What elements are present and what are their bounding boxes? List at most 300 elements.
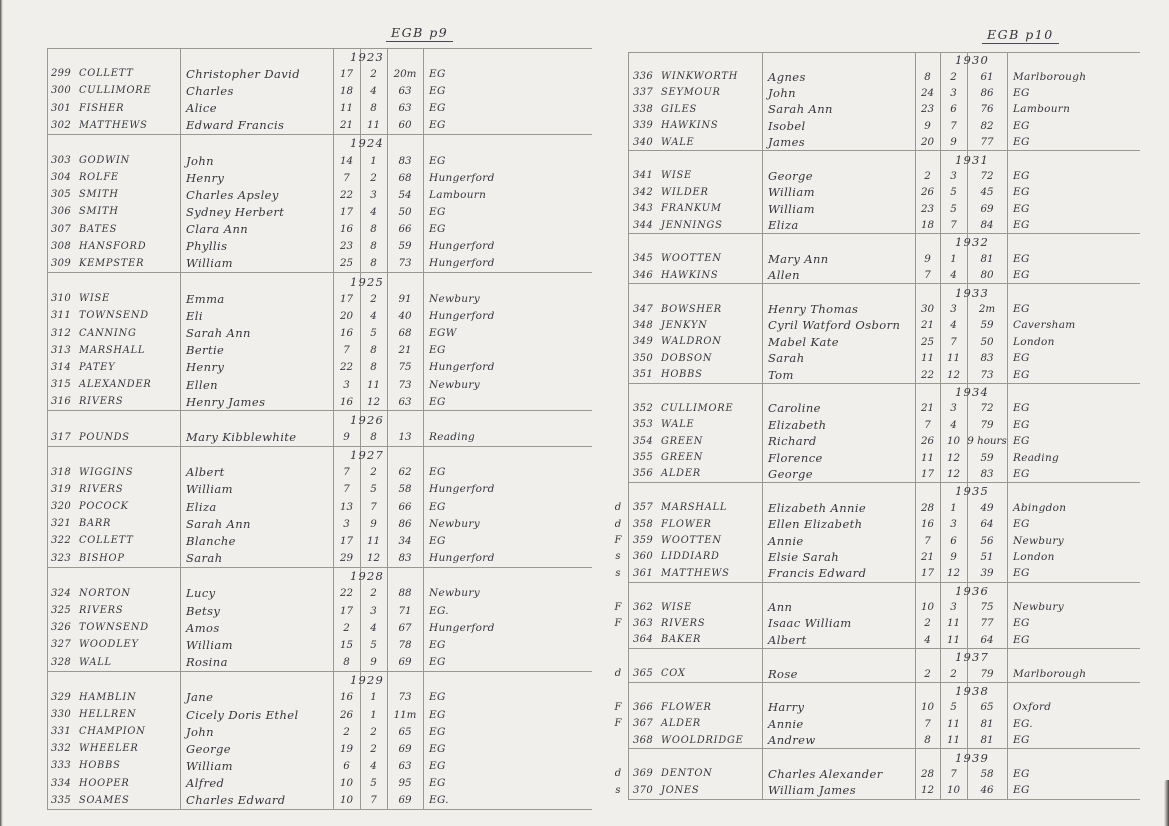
burial-day: 6 bbox=[343, 759, 350, 772]
year-header-row bbox=[47, 135, 592, 152]
age-at-death: 95 bbox=[398, 777, 412, 790]
burial-month: 3 bbox=[370, 604, 377, 617]
given-names: Eliza bbox=[768, 218, 799, 233]
burial-day: 20 bbox=[339, 309, 354, 322]
given-names: William James bbox=[768, 783, 857, 798]
surname: WALE bbox=[661, 136, 695, 148]
residence: Hungerford bbox=[429, 621, 495, 634]
register-row bbox=[47, 619, 592, 636]
entry-number: 320 bbox=[51, 501, 71, 513]
residence: Hungerford bbox=[429, 483, 495, 496]
given-names: James bbox=[768, 135, 806, 150]
register-row bbox=[47, 602, 592, 619]
surname: HOBBS bbox=[79, 760, 121, 772]
year-header-row bbox=[628, 649, 1140, 665]
surname: MARSHALL bbox=[79, 344, 146, 356]
given-names: Alice bbox=[186, 101, 217, 116]
burial-day: 7 bbox=[343, 466, 350, 479]
age-at-death: 9 hours bbox=[967, 435, 1007, 448]
entry-name-cell bbox=[51, 290, 179, 307]
surname: FRANKUM bbox=[661, 203, 722, 215]
age-at-death: 76 bbox=[980, 103, 994, 116]
entry-number: 333 bbox=[51, 760, 71, 772]
age-at-death: 59 bbox=[980, 451, 994, 464]
surname: BOWSHER bbox=[661, 303, 722, 315]
age-at-death: 62 bbox=[398, 466, 412, 479]
entry-name-cell bbox=[633, 716, 761, 732]
surname: SEYMOUR bbox=[661, 87, 721, 99]
entry-number: 326 bbox=[51, 622, 71, 634]
burial-month: 11 bbox=[366, 534, 381, 547]
residence: Newbury bbox=[1013, 601, 1064, 614]
margin-letter: F bbox=[614, 718, 622, 730]
register-row bbox=[628, 466, 1140, 482]
residence: London bbox=[1013, 335, 1055, 348]
surname: DOBSON bbox=[661, 352, 713, 364]
burial-month: 8 bbox=[370, 257, 377, 270]
residence: Hungerford bbox=[429, 309, 495, 322]
entry-number: 342 bbox=[633, 186, 653, 198]
age-at-death: 69 bbox=[398, 742, 412, 755]
year-group bbox=[47, 135, 592, 273]
register-row bbox=[614, 615, 1140, 631]
surname: WISE bbox=[661, 170, 693, 182]
residence: EG bbox=[429, 777, 446, 790]
surname: WISE bbox=[79, 293, 111, 305]
entry-number: 345 bbox=[633, 253, 653, 265]
surname: ALEXANDER bbox=[79, 379, 152, 391]
age-at-death: 81 bbox=[980, 734, 994, 747]
entry-number: 309 bbox=[51, 257, 71, 269]
given-names: Blanche bbox=[186, 533, 236, 548]
given-names: Andrew bbox=[768, 733, 816, 748]
surname: HOBBS bbox=[661, 369, 703, 381]
surname: LIDDIARD bbox=[661, 551, 720, 563]
surname: ROLFE bbox=[79, 172, 119, 184]
register-row bbox=[628, 433, 1140, 449]
residence: EG bbox=[429, 466, 446, 479]
entry-number: 300 bbox=[51, 85, 71, 97]
burial-day: 17 bbox=[339, 534, 354, 547]
right-page-table bbox=[614, 52, 1140, 800]
entry-number: 311 bbox=[51, 310, 71, 322]
year-header-row bbox=[628, 384, 1140, 400]
entry-name-cell bbox=[51, 602, 179, 619]
entry-name-cell bbox=[51, 653, 179, 670]
age-at-death: 83 bbox=[398, 154, 412, 167]
left-page-header: EGB p9 bbox=[386, 25, 453, 42]
surname: MATTHEWS bbox=[79, 119, 148, 131]
register-row bbox=[47, 481, 592, 498]
age-at-death: 13 bbox=[398, 431, 412, 444]
burial-month: 1 bbox=[950, 501, 957, 514]
burial-day: 8 bbox=[343, 656, 350, 669]
age-at-death: 40 bbox=[398, 309, 412, 322]
year-label: 1933 bbox=[955, 285, 990, 300]
residence: Lambourn bbox=[429, 188, 487, 201]
entry-name-cell bbox=[633, 118, 761, 134]
entry-number: 353 bbox=[633, 419, 653, 431]
residence: EG bbox=[1013, 402, 1030, 415]
burial-day: 23 bbox=[920, 103, 935, 116]
surname: SMITH bbox=[79, 206, 119, 218]
register-row bbox=[47, 238, 592, 255]
given-names: Isobel bbox=[768, 118, 806, 133]
given-names: Richard bbox=[768, 434, 817, 449]
burial-day: 19 bbox=[339, 742, 354, 755]
entry-name-cell bbox=[633, 85, 761, 101]
surname: WALL bbox=[79, 656, 112, 668]
register-row bbox=[47, 325, 592, 342]
burial-day: 10 bbox=[339, 777, 354, 790]
burial-month: 8 bbox=[370, 344, 377, 357]
burial-month: 2 bbox=[370, 725, 377, 738]
entry-number: 321 bbox=[51, 518, 71, 530]
age-at-death: 83 bbox=[980, 352, 994, 365]
register-row bbox=[628, 184, 1140, 200]
surname: POCOCK bbox=[79, 501, 129, 513]
burial-month: 3 bbox=[950, 303, 957, 316]
burial-month: 9 bbox=[370, 656, 377, 669]
burial-month: 2 bbox=[370, 67, 377, 80]
register-row bbox=[47, 82, 592, 99]
given-names: Caroline bbox=[768, 401, 821, 416]
burial-month: 2 bbox=[370, 466, 377, 479]
entry-name-cell bbox=[51, 255, 179, 272]
entry-number: 307 bbox=[51, 223, 71, 235]
given-names: Mabel Kate bbox=[768, 334, 840, 349]
burial-month: 11 bbox=[946, 617, 961, 630]
burial-month: 8 bbox=[370, 431, 377, 444]
residence: EG bbox=[429, 395, 446, 408]
burial-day: 25 bbox=[339, 257, 354, 270]
year-label: 1928 bbox=[350, 569, 385, 584]
left-page-table bbox=[47, 48, 592, 810]
residence: EG bbox=[1013, 617, 1030, 630]
burial-month: 5 bbox=[370, 777, 377, 790]
year-group bbox=[628, 284, 1140, 383]
entry-number: 363 bbox=[633, 617, 653, 629]
right-page-header: EGB p10 bbox=[982, 27, 1059, 44]
surname: HANSFORD bbox=[79, 240, 147, 252]
year-label: 1934 bbox=[955, 385, 990, 399]
margin-letter: d bbox=[614, 768, 622, 780]
burial-day: 16 bbox=[920, 518, 935, 531]
age-at-death: 67 bbox=[398, 621, 412, 634]
year-group bbox=[47, 447, 592, 568]
entry-name-cell bbox=[633, 201, 761, 217]
age-at-death: 69 bbox=[398, 656, 412, 669]
burial-month: 4 bbox=[950, 319, 957, 332]
entry-name-cell bbox=[633, 782, 761, 798]
entry-number: 359 bbox=[633, 535, 653, 547]
surname: GILES bbox=[661, 103, 698, 115]
age-at-death: 75 bbox=[980, 601, 994, 614]
margin-letter: s bbox=[615, 551, 621, 563]
residence: Reading bbox=[429, 431, 476, 444]
burial-day: 30 bbox=[920, 303, 935, 316]
burial-day: 2 bbox=[924, 617, 931, 630]
surname: WALDRON bbox=[661, 336, 722, 348]
entry-number: 325 bbox=[51, 605, 71, 617]
entry-number: 310 bbox=[51, 293, 71, 305]
surname: NORTON bbox=[79, 587, 131, 599]
given-names: Amos bbox=[186, 620, 220, 635]
residence: Marlborough bbox=[1013, 667, 1087, 680]
entry-name-cell bbox=[51, 82, 179, 99]
burial-day: 10 bbox=[920, 601, 935, 614]
burial-day: 11 bbox=[339, 102, 354, 115]
residence: EG bbox=[1013, 252, 1030, 265]
register-row bbox=[47, 689, 592, 706]
age-at-death: 21 bbox=[398, 344, 412, 357]
given-names: Albert bbox=[768, 632, 807, 647]
given-names: Agnes bbox=[768, 69, 806, 84]
scan-edge-shadow-bottom-right bbox=[1164, 780, 1169, 826]
entry-name-cell bbox=[633, 400, 761, 416]
entry-number: 346 bbox=[633, 269, 653, 281]
burial-day: 18 bbox=[920, 219, 935, 232]
age-at-death: 34 bbox=[398, 534, 412, 547]
burial-month: 4 bbox=[950, 418, 957, 431]
entry-name-cell bbox=[51, 775, 179, 792]
register-row bbox=[47, 706, 592, 723]
age-at-death: 81 bbox=[980, 717, 994, 730]
entry-number: 331 bbox=[51, 726, 71, 738]
surname: RIVERS bbox=[79, 483, 124, 495]
entry-name-cell bbox=[633, 134, 761, 150]
burial-day: 23 bbox=[920, 202, 935, 215]
surname: WOOTTEN bbox=[661, 253, 722, 265]
register-row bbox=[47, 723, 592, 740]
burial-month: 7 bbox=[950, 219, 957, 232]
entry-name-cell bbox=[633, 665, 761, 681]
residence: EG bbox=[429, 223, 446, 236]
surname: ALDER bbox=[661, 468, 701, 480]
given-names: Mary Kibblewhite bbox=[186, 430, 297, 445]
register-row bbox=[615, 782, 1140, 798]
entry-number: 315 bbox=[51, 379, 71, 391]
burial-month: 11 bbox=[946, 734, 961, 747]
year-header-row bbox=[628, 234, 1140, 250]
given-names: Charles Apsley bbox=[186, 187, 279, 202]
burial-day: 17 bbox=[339, 67, 354, 80]
burial-month: 7 bbox=[950, 767, 957, 780]
residence: EG bbox=[429, 84, 446, 97]
burial-month: 11 bbox=[946, 352, 961, 365]
entry-name-cell bbox=[51, 792, 179, 809]
surname: ALDER bbox=[661, 718, 701, 730]
given-names: Annie bbox=[768, 716, 804, 731]
entry-number: 344 bbox=[633, 219, 653, 231]
register-row bbox=[47, 99, 592, 116]
entry-number: 369 bbox=[633, 768, 653, 780]
entry-number: 364 bbox=[633, 634, 653, 646]
surname: KEMPSTER bbox=[79, 257, 145, 269]
age-at-death: 79 bbox=[980, 418, 994, 431]
residence: EG bbox=[429, 638, 446, 651]
given-names: Allen bbox=[768, 268, 800, 283]
burial-month: 8 bbox=[370, 223, 377, 236]
burial-month: 2 bbox=[950, 70, 957, 83]
entry-name-cell bbox=[633, 766, 761, 782]
age-at-death: 64 bbox=[980, 518, 994, 531]
surname: BISHOP bbox=[79, 552, 125, 564]
register-row bbox=[628, 400, 1140, 416]
age-at-death: 54 bbox=[398, 188, 412, 201]
given-names: Alfred bbox=[186, 776, 225, 791]
residence: EG bbox=[1013, 186, 1030, 199]
burial-day: 17 bbox=[339, 205, 354, 218]
year-label: 1927 bbox=[350, 448, 385, 463]
burial-day: 9 bbox=[924, 252, 931, 265]
burial-day: 16 bbox=[339, 327, 354, 340]
entry-number: 354 bbox=[633, 435, 653, 447]
residence: Reading bbox=[1013, 451, 1060, 464]
surname: TOWNSEND bbox=[79, 622, 149, 634]
year-group bbox=[614, 649, 1140, 683]
age-at-death: 73 bbox=[398, 378, 412, 391]
residence: EG bbox=[1013, 136, 1030, 149]
surname: CULLIMORE bbox=[79, 85, 152, 97]
given-names: John bbox=[186, 153, 214, 168]
entry-number: 323 bbox=[51, 552, 71, 564]
entry-number: 368 bbox=[633, 734, 653, 746]
burial-day: 18 bbox=[339, 84, 354, 97]
age-at-death: 59 bbox=[398, 240, 412, 253]
register-row bbox=[47, 585, 592, 602]
year-header-row bbox=[47, 273, 592, 290]
given-names: Sydney Herbert bbox=[186, 204, 285, 219]
entry-number: 304 bbox=[51, 172, 71, 184]
entry-name-cell bbox=[51, 757, 179, 774]
register-row bbox=[615, 549, 1140, 565]
entry-name-cell bbox=[633, 101, 761, 117]
register-row bbox=[628, 217, 1140, 233]
burial-day: 11 bbox=[920, 352, 935, 365]
register-row bbox=[47, 757, 592, 774]
age-at-death: 83 bbox=[398, 552, 412, 565]
surname: FISHER bbox=[79, 102, 125, 114]
burial-month: 3 bbox=[950, 86, 957, 99]
year-group bbox=[47, 568, 592, 672]
age-at-death: 65 bbox=[398, 725, 412, 738]
burial-month: 8 bbox=[370, 240, 377, 253]
year-label: 1938 bbox=[955, 684, 990, 699]
age-at-death: 82 bbox=[980, 119, 994, 132]
year-header-row bbox=[628, 683, 1140, 699]
residence: EG bbox=[1013, 269, 1030, 282]
burial-month: 4 bbox=[370, 309, 377, 322]
age-at-death: 63 bbox=[398, 102, 412, 115]
year-label: 1932 bbox=[955, 235, 990, 250]
register-row bbox=[628, 251, 1140, 267]
surname: WOOTTEN bbox=[661, 535, 722, 547]
burial-day: 2 bbox=[924, 169, 931, 182]
residence: EG. bbox=[1013, 717, 1033, 730]
entry-name-cell bbox=[633, 184, 761, 200]
surname: TOWNSEND bbox=[79, 310, 149, 322]
residence: EG bbox=[429, 67, 446, 80]
burial-month: 12 bbox=[946, 467, 961, 480]
burial-month: 12 bbox=[946, 368, 961, 381]
given-names: Annie bbox=[768, 533, 804, 548]
entry-number: 312 bbox=[51, 327, 71, 339]
age-at-death: 86 bbox=[398, 517, 412, 530]
entry-number: 370 bbox=[633, 784, 653, 796]
surname: HOOPER bbox=[79, 777, 130, 789]
residence: EG bbox=[1013, 767, 1030, 780]
burial-month: 3 bbox=[950, 402, 957, 415]
burial-month: 3 bbox=[950, 169, 957, 182]
burial-month: 7 bbox=[950, 335, 957, 348]
age-at-death: 66 bbox=[398, 223, 412, 236]
register-row bbox=[47, 255, 592, 272]
register-row bbox=[47, 498, 592, 515]
burial-day: 25 bbox=[920, 335, 935, 348]
residence: EG bbox=[1013, 435, 1030, 448]
given-names: Henry bbox=[186, 360, 225, 375]
burial-month: 4 bbox=[950, 269, 957, 282]
register-row bbox=[614, 532, 1140, 548]
surname: GREEN bbox=[661, 435, 704, 447]
surname: COLLETT bbox=[79, 68, 134, 80]
burial-month: 7 bbox=[370, 500, 377, 513]
entry-number: 343 bbox=[633, 203, 653, 215]
given-names: Sarah bbox=[186, 551, 223, 566]
burial-day: 2 bbox=[343, 621, 350, 634]
entry-name-cell bbox=[51, 393, 179, 410]
entry-number: 357 bbox=[633, 502, 653, 514]
entry-number: 351 bbox=[633, 369, 653, 381]
register-row bbox=[47, 653, 592, 670]
entry-number: 302 bbox=[51, 119, 71, 131]
register-row bbox=[47, 203, 592, 220]
burial-day: 16 bbox=[339, 395, 354, 408]
register-row bbox=[47, 307, 592, 324]
entry-name-cell bbox=[633, 549, 761, 565]
entry-name-cell bbox=[633, 500, 761, 516]
entry-number: 327 bbox=[51, 639, 71, 651]
surname: JENKYN bbox=[661, 319, 708, 331]
register-row bbox=[47, 428, 592, 445]
register-row bbox=[614, 665, 1140, 681]
entry-name-cell bbox=[51, 221, 179, 238]
burial-month: 7 bbox=[370, 794, 377, 807]
burial-month: 3 bbox=[370, 188, 377, 201]
entry-name-cell bbox=[633, 68, 761, 84]
entry-name-cell bbox=[51, 706, 179, 723]
register-row bbox=[47, 359, 592, 376]
burial-month: 9 bbox=[370, 517, 377, 530]
entry-number: 340 bbox=[633, 136, 653, 148]
entry-number: 328 bbox=[51, 656, 71, 668]
entry-number: 338 bbox=[633, 103, 653, 115]
residence: Oxford bbox=[1013, 701, 1052, 714]
register-row bbox=[47, 186, 592, 203]
year-label: 1926 bbox=[350, 412, 385, 427]
surname: PATEY bbox=[79, 361, 116, 373]
register-row bbox=[47, 117, 592, 134]
burial-month: 5 bbox=[370, 638, 377, 651]
residence: Newbury bbox=[429, 587, 480, 600]
burial-day: 7 bbox=[924, 534, 931, 547]
surname: FLOWER bbox=[661, 701, 712, 713]
residence: EG bbox=[1013, 303, 1030, 316]
entry-name-cell bbox=[633, 565, 761, 581]
year-header-row bbox=[628, 749, 1140, 765]
given-names: Elizabeth Annie bbox=[768, 500, 867, 515]
